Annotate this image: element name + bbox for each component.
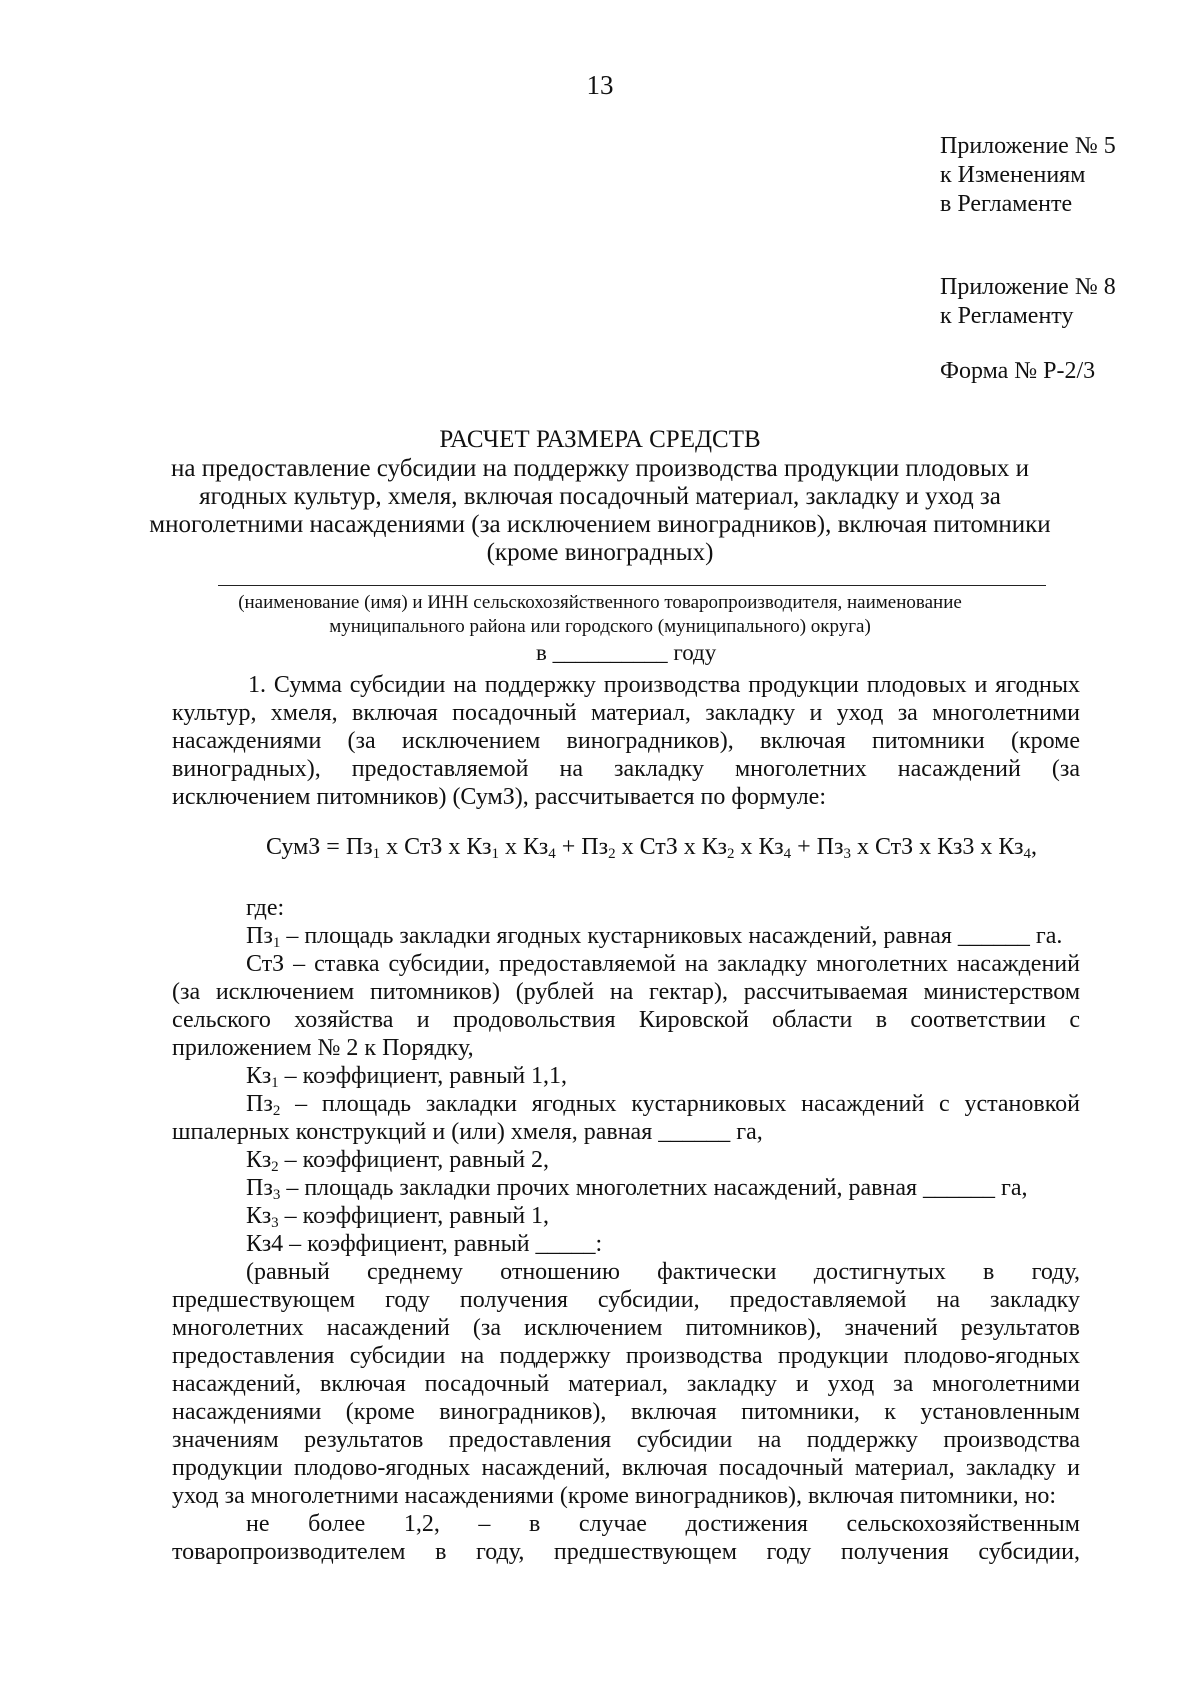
pz3-line: $Пз_3$ – площадь закладки прочих многолетних насаждений, равная ______ га, [246,1175,1028,1203]
stz-line-4: приложением № 2 к Порядку, [172,1035,474,1061]
caption-line-1: (наименование (имя) и ИНН сельскохозяйственного товаропроизводителя, наименование [238,592,962,613]
ratio-line-3: многолетних насаждений (за исключением питомников), значений результатов [172,1315,1080,1341]
ratio-line-9: уход за многолетними насаждениями (кроме виноградников), включая питомники, но: [172,1483,1057,1509]
para1-line-3: насаждениями (за исключением виноградников), включая питомники (кроме [172,728,1080,754]
appendix-8-line-2: к Регламенту [940,303,1074,329]
stz-line-3: сельского хозяйства и продовольствия Кировской области в соответствии с [172,1007,1080,1033]
para1-line-4: виноградных), предоставляемой на закладку многолетних насаждений (за [172,756,1080,782]
stz-line-2: (за исключением питомников) (рублей на гектар), рассчитываемая министерством [172,979,1080,1005]
ratio-line-2: предшествующем году получения субсидии, предоставляемой на закладку [172,1287,1080,1313]
form-number: Форма № Р-2/3 [940,358,1096,384]
kz2-line: $Кз_2$ – коэффициент, равный 2, [246,1147,550,1175]
name-fill-line [218,585,1046,586]
appendix-5-line-3: в Регламенте [940,191,1073,217]
pz2-line-2: шпалерных конструкций и (или) хмеля, равная ______ га, [172,1119,763,1145]
kz3-line: $Кз_3$ – коэффициент, равный 1, [246,1203,550,1231]
ratio-line-1: (равный среднему отношению фактически достигнутых в году, [246,1259,1080,1285]
title-line-2: ягодных культур, хмеля, включая посадочный материал, закладку и уход за [199,483,1001,510]
pz2-line-1: $Пз_2$ – площадь закладки ягодных кустарниковых насаждений с установкой [246,1091,1080,1119]
ratio-line-4: предоставления субсидии на поддержку производства продукции плодово-ягодных [172,1343,1080,1369]
para1-line-1: 1. Сумма субсидии на поддержку производства продукции плодовых и ягодных [248,672,1080,698]
last-line-1: не более 1,2, – в случае достижения сельскохозяйственным [246,1511,1080,1537]
ratio-line-5: насаждений, включая посадочный материал, закладку и уход за многолетними [172,1371,1080,1397]
ratio-line-7: значениям результатов предоставления субсидии на поддержку производства [172,1427,1080,1453]
para1-line-2: культур, хмеля, включая посадочный материал, закладку и уход за многолетними [172,700,1080,726]
para1-line-5: исключением питомников) (СумЗ), рассчитывается по формуле: [172,784,826,810]
title-line-3: многолетними насаждениями (за исключением виноградников), включая питомники [149,511,1051,538]
ratio-line-6: насаждениями (кроме виноградников), включая питомники, к установленным [172,1399,1080,1425]
formula: СумЗ = $Пз_1$ х СтЗ х $Кз_1$ х $Кз_4 + Пз_2$ х СтЗ х $Кз_2$ х $Кз_4 + Пз_3$ х СтЗ х Кз3 х $Кз_4$, [266,834,1038,862]
stz-line-1: СтЗ – ставка субсидии, предоставляемой на закладку многолетних насаждений [246,951,1080,977]
pz1-line: $Пз_1$ – площадь закладки ягодных кустарниковых насаждений, равная ______ га. [246,923,1063,951]
title-line-1: на предоставление субсидии на поддержку производства продукции плодовых и [171,455,1029,482]
where-label: где: [246,895,285,921]
ratio-line-8: продукции плодово-ягодных насаждений, включая посадочный материал, закладку и [172,1455,1080,1481]
title-line-4: (кроме виноградных) [486,539,714,566]
page-number: 13 [586,70,614,100]
appendix-5-line-1: Приложение № 5 [940,133,1116,159]
caption-line-2: муниципального района или городского (муниципального) округа) [329,616,871,637]
title-main: РАСЧЕТ РАЗМЕРА СРЕДСТВ [439,426,761,453]
kz1-line: $Кз_1$ – коэффициент, равный 1,1, [246,1063,568,1091]
last-line-2: товаропроизводителем в году, предшествующем году получения субсидии, [172,1539,1080,1565]
year-line: в __________ году [536,640,717,665]
appendix-5-line-2: к Изменениям [940,162,1086,188]
appendix-8-line-1: Приложение № 8 [940,274,1116,300]
kz4-line: Кз4 – коэффициент, равный _____: [246,1231,603,1257]
